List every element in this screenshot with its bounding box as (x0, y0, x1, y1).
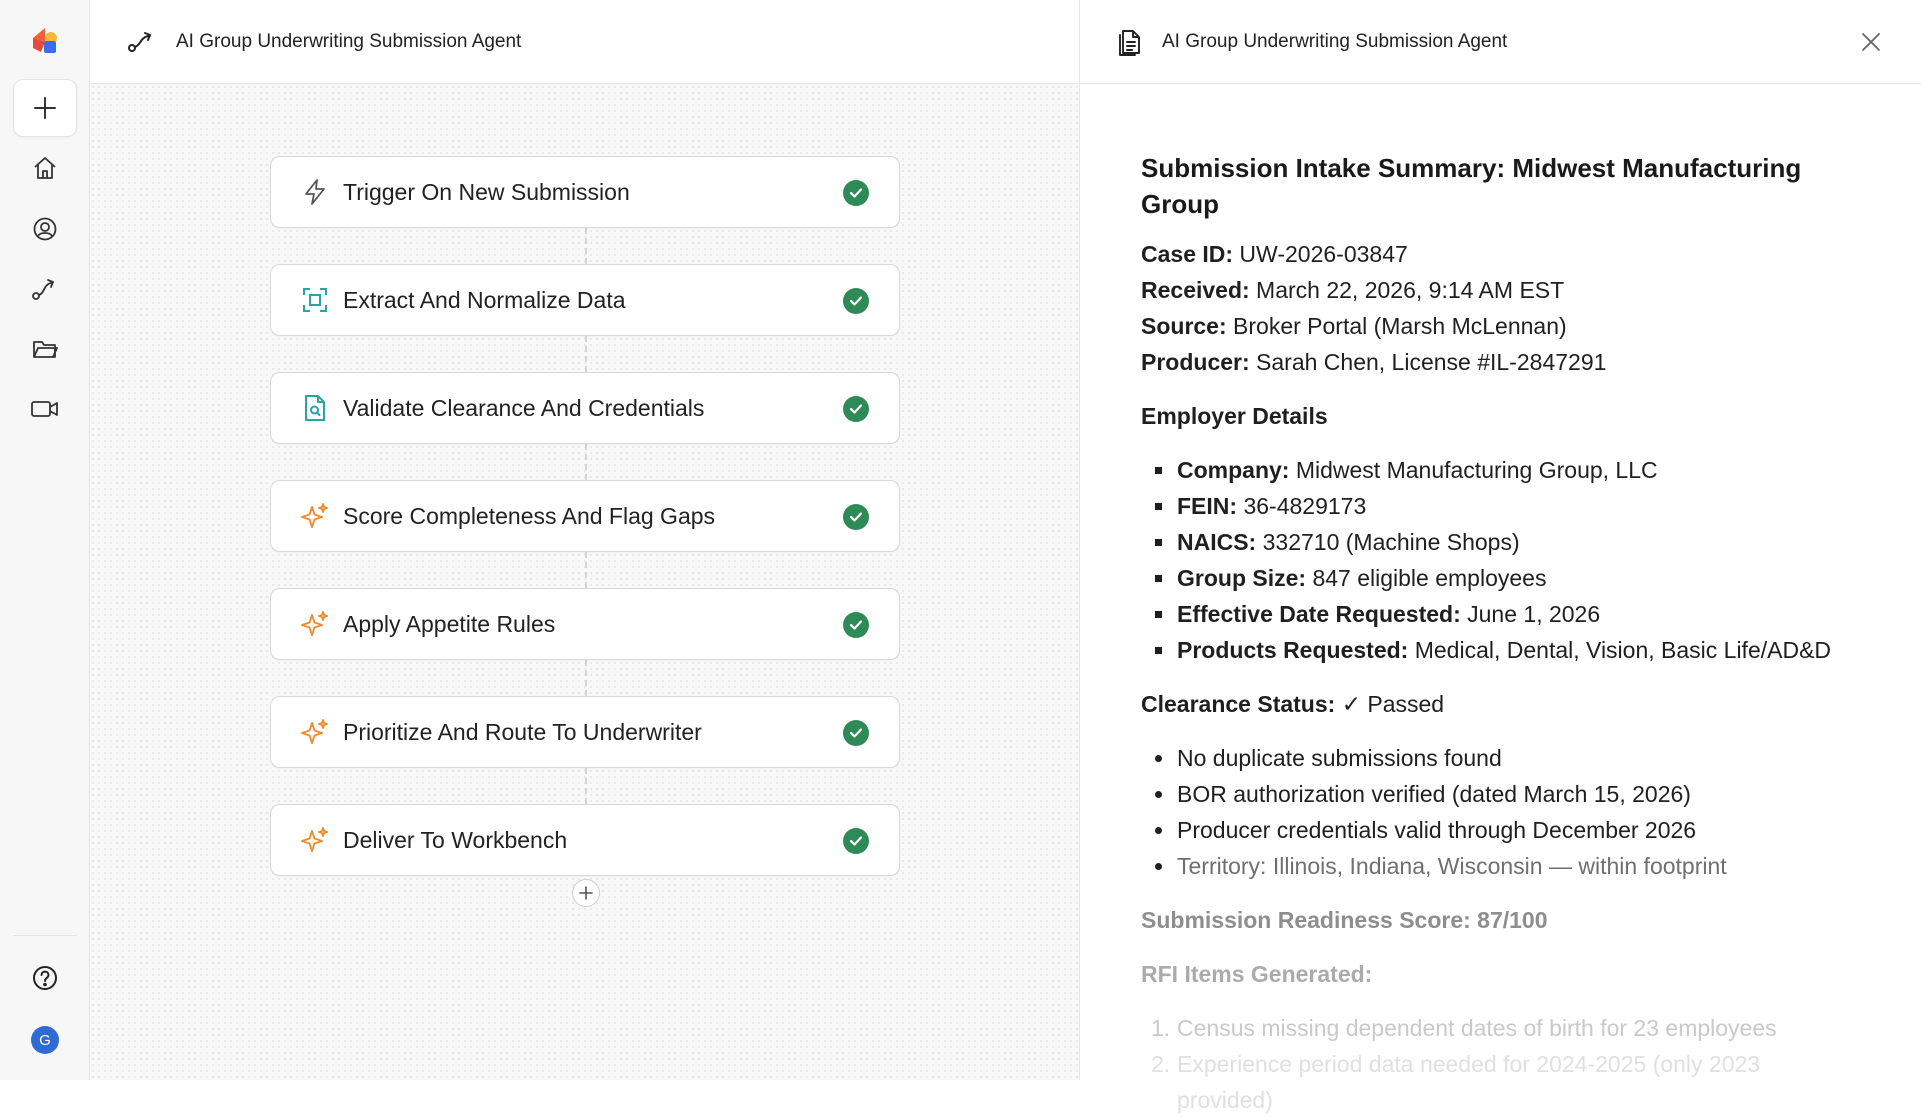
step-validate-clearance-and-credentials[interactable] (270, 372, 900, 444)
check-circle-icon (843, 720, 869, 746)
add-step-button[interactable] (572, 879, 600, 907)
step-connector (585, 228, 587, 264)
help-icon[interactable] (29, 962, 61, 994)
summary-heading: Submission Intake Summary: Midwest Manufacturing Group (1141, 153, 1802, 219)
details-panel (1079, 0, 1920, 1113)
check-circle-icon (843, 612, 869, 638)
close-icon[interactable] (1857, 28, 1885, 56)
step-deliver-to-workbench[interactable] (270, 804, 900, 876)
lightning-icon (301, 178, 329, 206)
list-item: provided) (1177, 1087, 1273, 1113)
sparkle-icon (301, 610, 329, 638)
workflow-canvas (90, 0, 1079, 1080)
avatar[interactable]: G (31, 1026, 59, 1054)
list-item: Company: Midwest Manufacturing Group, LLC (1141, 452, 1881, 488)
list-item: 1. Census missing dependent dates of birth for 23 employees (1151, 1015, 1777, 1041)
list-item: Territory: Illinois, Indiana, Wisconsin — within footprint (1141, 848, 1881, 884)
document-icon (1118, 28, 1142, 56)
clearance-heading: Clearance Status: ✓ Passed (1141, 691, 1445, 717)
step-label: Score Completeness And Flag Gaps (343, 502, 716, 529)
workflow-icon (126, 29, 158, 55)
sparkle-icon (301, 502, 329, 530)
list-item: Group Size: 847 eligible employees (1141, 560, 1881, 596)
step-connector (585, 336, 587, 372)
step-connector (585, 768, 587, 804)
plus-icon (579, 886, 593, 900)
check-circle-icon (843, 504, 869, 530)
step-label: Extract And Normalize Data (343, 286, 626, 313)
step-score-completeness-and-flag-gaps[interactable] (270, 480, 900, 552)
meta-case-id: Case ID: UW-2026-03847 (1141, 241, 1408, 267)
list-item: No duplicate submissions found (1141, 740, 1881, 776)
step-label: Validate Clearance And Credentials (343, 394, 705, 421)
step-trigger-on-new-submission[interactable] (270, 156, 900, 228)
new-button[interactable] (13, 79, 77, 137)
clearance-list (1141, 740, 1881, 884)
list-item: NAICS: 332710 (Machine Shops) (1141, 524, 1881, 560)
user-circle-icon[interactable] (29, 213, 61, 245)
panel-title: AI Group Underwriting Submission Agent (1162, 30, 1508, 52)
step-connector (585, 552, 587, 588)
list-item: Producer credentials valid through December 2026 (1141, 812, 1881, 848)
check-circle-icon (843, 180, 869, 206)
rfi-list (1141, 1010, 1881, 1118)
list-item: BOR authorization verified (dated March 15, 2026) (1141, 776, 1881, 812)
step-apply-appetite-rules[interactable] (270, 588, 900, 660)
panel-header (1080, 0, 1921, 84)
scan-icon (301, 286, 329, 314)
check-circle-icon (843, 288, 869, 314)
panel-content (1141, 150, 1881, 1118)
step-label: Apply Appetite Rules (343, 610, 556, 637)
list-item: Effective Date Requested: June 1, 2026 (1141, 596, 1881, 632)
meta-received: Received: March 22, 2026, 9:14 AM EST (1141, 277, 1565, 303)
video-icon[interactable] (29, 393, 61, 425)
plus-icon (32, 95, 58, 121)
check-circle-icon (843, 828, 869, 854)
home-icon[interactable] (29, 152, 61, 184)
employer-heading: Employer Details (1141, 403, 1328, 429)
step-connector (585, 444, 587, 480)
meta-source: Source: Broker Portal (Marsh McLennan) (1141, 313, 1567, 339)
rfi-heading: RFI Items Generated: (1141, 961, 1373, 987)
sparkle-icon (301, 826, 329, 854)
list-item: Products Requested: Medical, Dental, Vision, Basic Life/AD&D (1141, 632, 1881, 668)
workflow-icon[interactable] (29, 273, 61, 305)
employer-list (1141, 452, 1881, 668)
step-label: Prioritize And Route To Underwriter (343, 718, 702, 745)
workflow-title: AI Group Underwriting Submission Agent (176, 30, 522, 52)
rail-divider (13, 935, 77, 936)
step-extract-and-normalize-data[interactable] (270, 264, 900, 336)
step-label: Trigger On New Submission (343, 178, 630, 205)
step-label: Deliver To Workbench (343, 826, 568, 853)
check-circle-icon (843, 396, 869, 422)
app-logo-icon[interactable] (29, 24, 61, 56)
readiness-score: Submission Readiness Score: 87/100 (1141, 907, 1548, 933)
meta-producer: Producer: Sarah Chen, License #IL-2847291 (1141, 349, 1607, 375)
folder-icon[interactable] (29, 333, 61, 365)
left-rail (0, 0, 90, 1080)
canvas-header (90, 0, 1079, 84)
list-item: 2. Experience period data needed for 2024-2025 (only 2023 (1151, 1051, 1761, 1077)
step-connector (585, 660, 587, 696)
sparkle-icon (301, 718, 329, 746)
document-search-icon (301, 394, 329, 422)
step-prioritize-and-route-to-underwriter[interactable] (270, 696, 900, 768)
list-item: FEIN: 36-4829173 (1141, 488, 1881, 524)
